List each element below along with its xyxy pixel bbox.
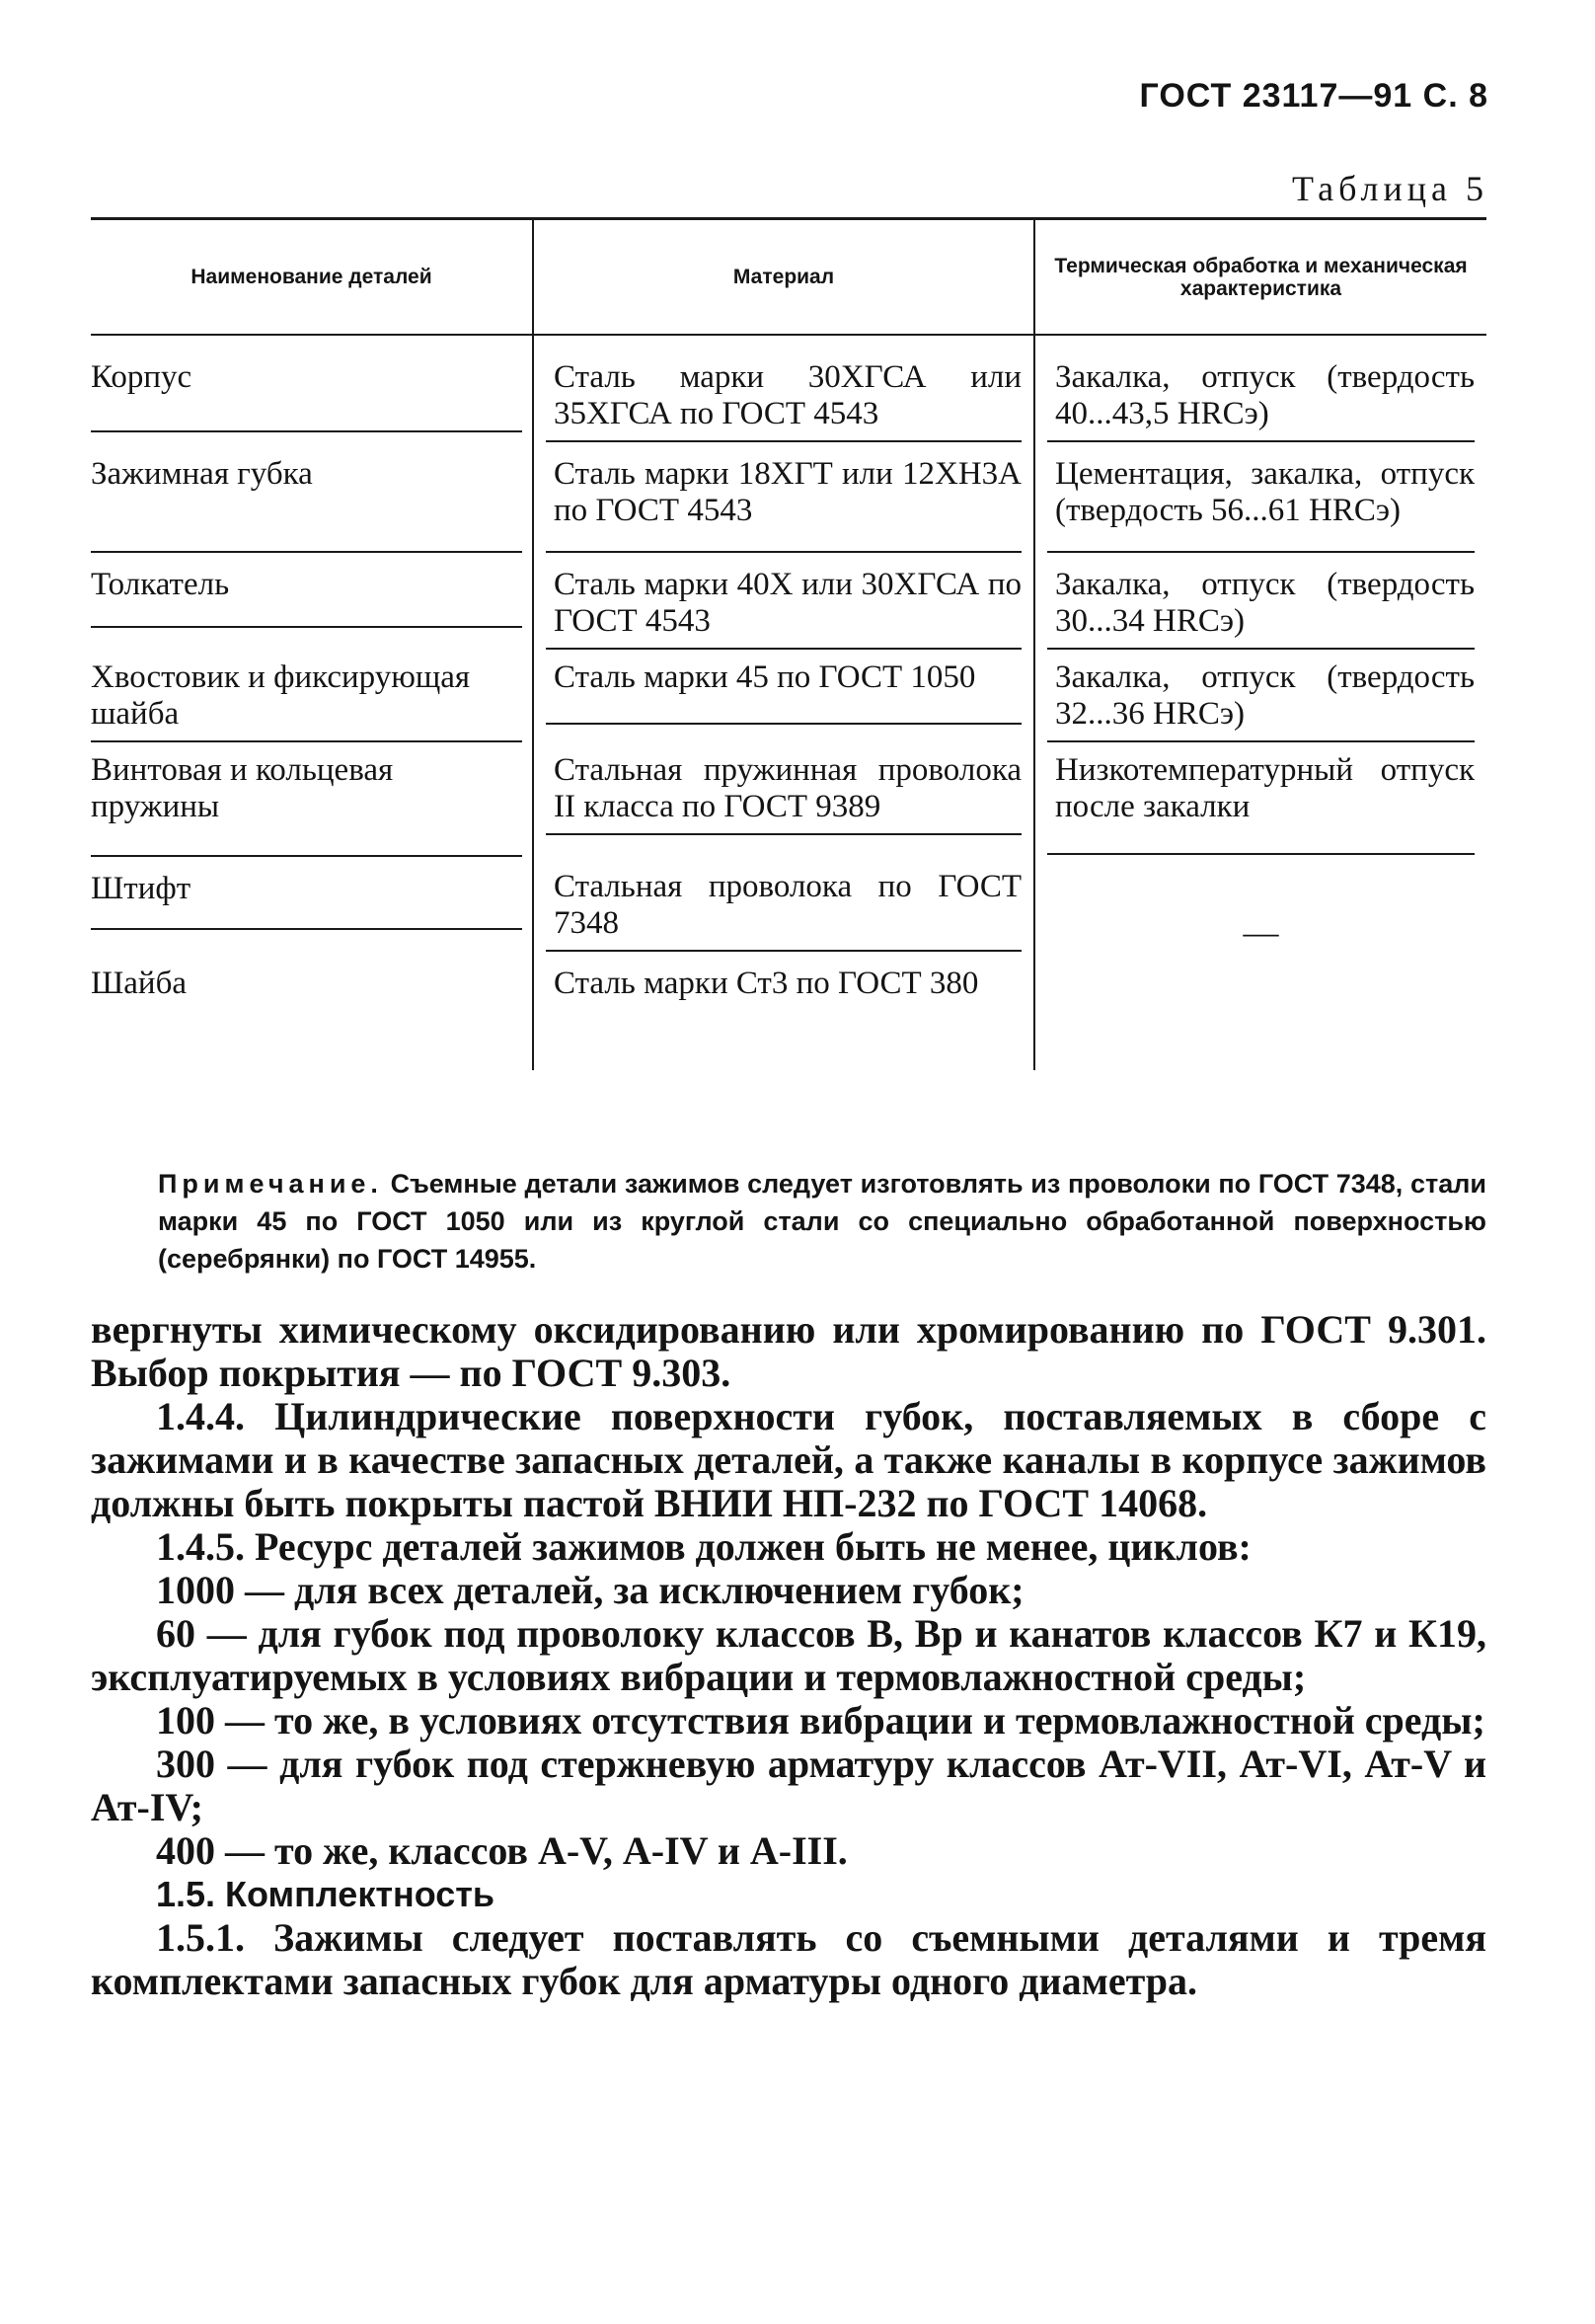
parts-table: [91, 217, 1486, 1070]
paragraph: 60 — для губок под проволоку классов В, Вр и канатов классов К7 и К19, эксплуатируемых в условиях вибрации и термовлажностной среды;: [91, 1611, 1486, 1699]
cell-treatment: Закалка, отпуск (твердость 40...43,5 HRCэ): [1047, 357, 1475, 442]
cell-material: Сталь марки 30ХГСА или 35ХГСА по ГОСТ 4543: [546, 357, 1022, 442]
cell-material: Сталь марки 40Х или 30ХГСА по ГОСТ 4543: [546, 553, 1022, 650]
column-header-part: Наименование деталей: [91, 219, 533, 336]
table-row: [91, 553, 1486, 650]
cell-part: Корпус: [91, 357, 522, 432]
table-row: [91, 442, 1486, 553]
paragraph: 1000 — для всех деталей, за исключением губок;: [156, 1568, 1025, 1612]
cell-treatment: Закалка, отпуск (твердость 30...34 HRCэ): [1047, 553, 1475, 650]
cell-treatment: Цементация, закалка, отпуск (твердость 56...61 HRCэ): [1047, 442, 1475, 553]
table-row: [91, 855, 1486, 952]
paragraph: 100 — то же, в условиях отсутствия вибрации и термовлажностной среды;: [156, 1698, 1485, 1743]
cell-part: Винтовая и кольцевая пружины: [91, 752, 394, 824]
cell-material: Сталь марки 45 по ГОСТ 1050: [546, 650, 1022, 725]
cell-part: Хвостовик и фиксирующая шайба: [91, 650, 522, 742]
cell-material: Стальная проволока по ГОСТ 7348: [546, 855, 1022, 952]
column-header-treatment: Термическая обработка и механическая характеристика: [1034, 219, 1486, 336]
section-heading: 1.5. Комплектность: [156, 1874, 495, 1914]
body-text: [91, 1308, 1486, 2003]
paragraph: 1.4.5. Ресурс деталей зажимов должен быть не менее, циклов:: [156, 1524, 1252, 1569]
paragraph: 400 — то же, классов А-V, А-IV и А-III.: [156, 1828, 848, 1873]
table-row: [91, 335, 1486, 442]
cell-part: Штифт: [91, 855, 522, 930]
page-header: ГОСТ 23117—91 С. 8: [1139, 77, 1488, 115]
cell-part: Толкатель: [91, 553, 522, 628]
paragraph: 1.5.1. Зажимы следует поставлять со съемными деталями и тремя комплектами запасных губок для арматуры одного диаметра.: [91, 1915, 1486, 2003]
paragraph: вергнуты химическому оксидированию или хромированию по ГОСТ 9.301. Выбор покрытия — по ГОСТ 9.303.: [91, 1307, 1486, 1395]
note-label: Примечание.: [158, 1169, 383, 1199]
note-text: Съемные детали зажимов следует изготовлять из проволоки по ГОСТ 7348, стали марки 45 по ГОСТ 1050 или из круглой стали со специально обработанной поверхностью (серебрянки) по ГОСТ 14955.: [158, 1169, 1486, 1274]
cell-treatment-empty: —: [1243, 912, 1279, 952]
cell-part: Шайба: [91, 966, 188, 1001]
table-row: [91, 742, 1486, 855]
cell-part: Зажимная губка: [91, 442, 522, 553]
cell-treatment: Низкотемпературный отпуск после закалки: [1047, 742, 1475, 855]
paragraph: 300 — для губок под стержневую арматуру классов Ат-VII, Ат-VI, Ат-V и Ат-IV;: [91, 1742, 1486, 1829]
column-header-material: Материал: [533, 219, 1034, 336]
cell-material: Сталь марки Ст3 по ГОСТ 380: [554, 966, 979, 1001]
cell-treatment: Закалка, отпуск (твердость 32...36 HRCэ): [1047, 650, 1475, 742]
paragraph: 1.4.4. Цилиндрические поверхности губок, поставляемых в сборе с зажимами и в качестве запасных деталей, а также каналы в корпусе зажимов должны быть покрыты пастой ВНИИ НП-232 по ГОСТ 14068.: [91, 1394, 1486, 1525]
cell-material: Сталь марки 18ХГТ или 12ХН3А по ГОСТ 4543: [546, 442, 1022, 553]
table-caption: Таблица 5: [1292, 169, 1488, 208]
cell-material: Стальная пружинная проволока II класса по ГОСТ 9389: [546, 742, 1022, 835]
table-note: [158, 1165, 1486, 1278]
table-row: [91, 650, 1486, 742]
